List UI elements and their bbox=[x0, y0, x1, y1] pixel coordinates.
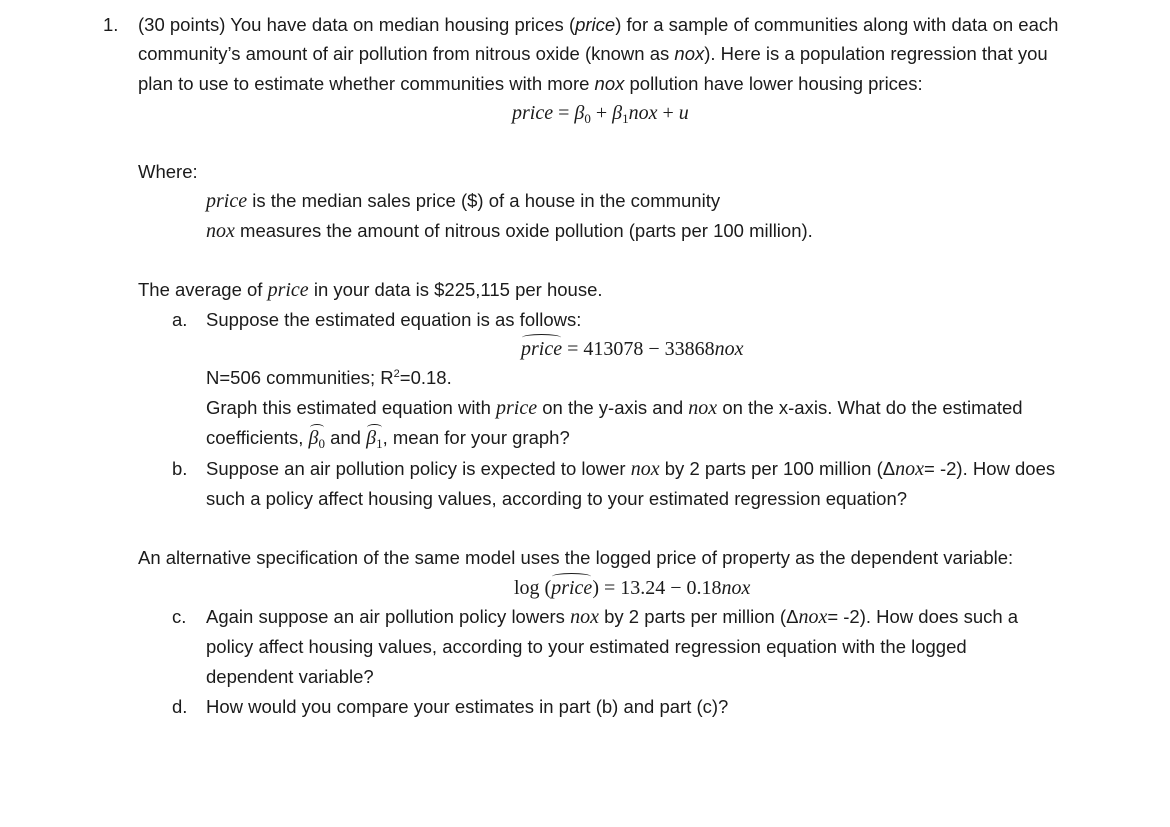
part-a-graph-line-1: Graph this estimated equation with price on the y-axis and nox on the x-axis. What do the estimated bbox=[206, 397, 1023, 419]
part-c-line-2: policy affect housing values, according to your estimated regression equation with the logged bbox=[206, 636, 967, 657]
average-price-line: The average of price in your data is $225,115 per house. bbox=[138, 279, 603, 301]
part-b-line-1: Suppose an air pollution policy is expected to lower nox by 2 parts per 100 million (Δnox= -2). How does bbox=[206, 458, 1056, 480]
part-c-letter: c. bbox=[172, 606, 187, 627]
estimated-equation: price = 413078 − 33868nox bbox=[521, 338, 744, 360]
part-d-letter: d. bbox=[172, 696, 188, 717]
regression-stats: N=506 communities; $R^2=0.18$. bbox=[206, 367, 452, 388]
alternative-spec-text: An alternative specification of the same model uses the logged price of property as the dependent variable: bbox=[138, 547, 1014, 568]
intro-line-3: plan to use to estimate whether communities with more nox pollution have lower housing prices: bbox=[138, 73, 923, 94]
question-number: 1. bbox=[103, 14, 119, 35]
part-c-line-1: Again suppose an air pollution policy lowers nox by 2 parts per million (Δnox= -2). How does such a bbox=[206, 606, 1019, 628]
part-c-line-3: dependent variable? bbox=[206, 666, 374, 687]
part-a-graph-line-2: coefficients, $\beta_0$ and $\beta_1$, mean for your graph? bbox=[206, 427, 570, 455]
intro-line-2: community’s amount of air pollution from nitrous oxide (known as nox). Here is a population regression that you bbox=[138, 43, 1048, 64]
log-equation: log (price) = 13.24 − 0.18nox bbox=[514, 577, 751, 599]
definition-nox: nox measures the amount of nitrous oxide pollution (parts per 100 million). bbox=[206, 220, 813, 242]
part-a-letter: a. bbox=[172, 309, 188, 330]
part-a-text: Suppose the estimated equation is as follows: bbox=[206, 309, 582, 330]
where-label: Where: bbox=[138, 161, 198, 182]
population-equation: price = $\beta_0 + \beta_1nox + u$ bbox=[512, 102, 689, 126]
part-d-text: How would you compare your estimates in part (b) and part (c)? bbox=[206, 696, 729, 717]
intro-line-1: (30 points) You have data on median housing prices (price) for a sample of communities along with data on each bbox=[138, 14, 1059, 35]
part-b-letter: b. bbox=[172, 458, 188, 479]
definition-price: price is the median sales price ($) of a house in the community bbox=[206, 190, 721, 212]
part-b-line-2: such a policy affect housing values, according to your estimated regression equation? bbox=[206, 488, 908, 509]
